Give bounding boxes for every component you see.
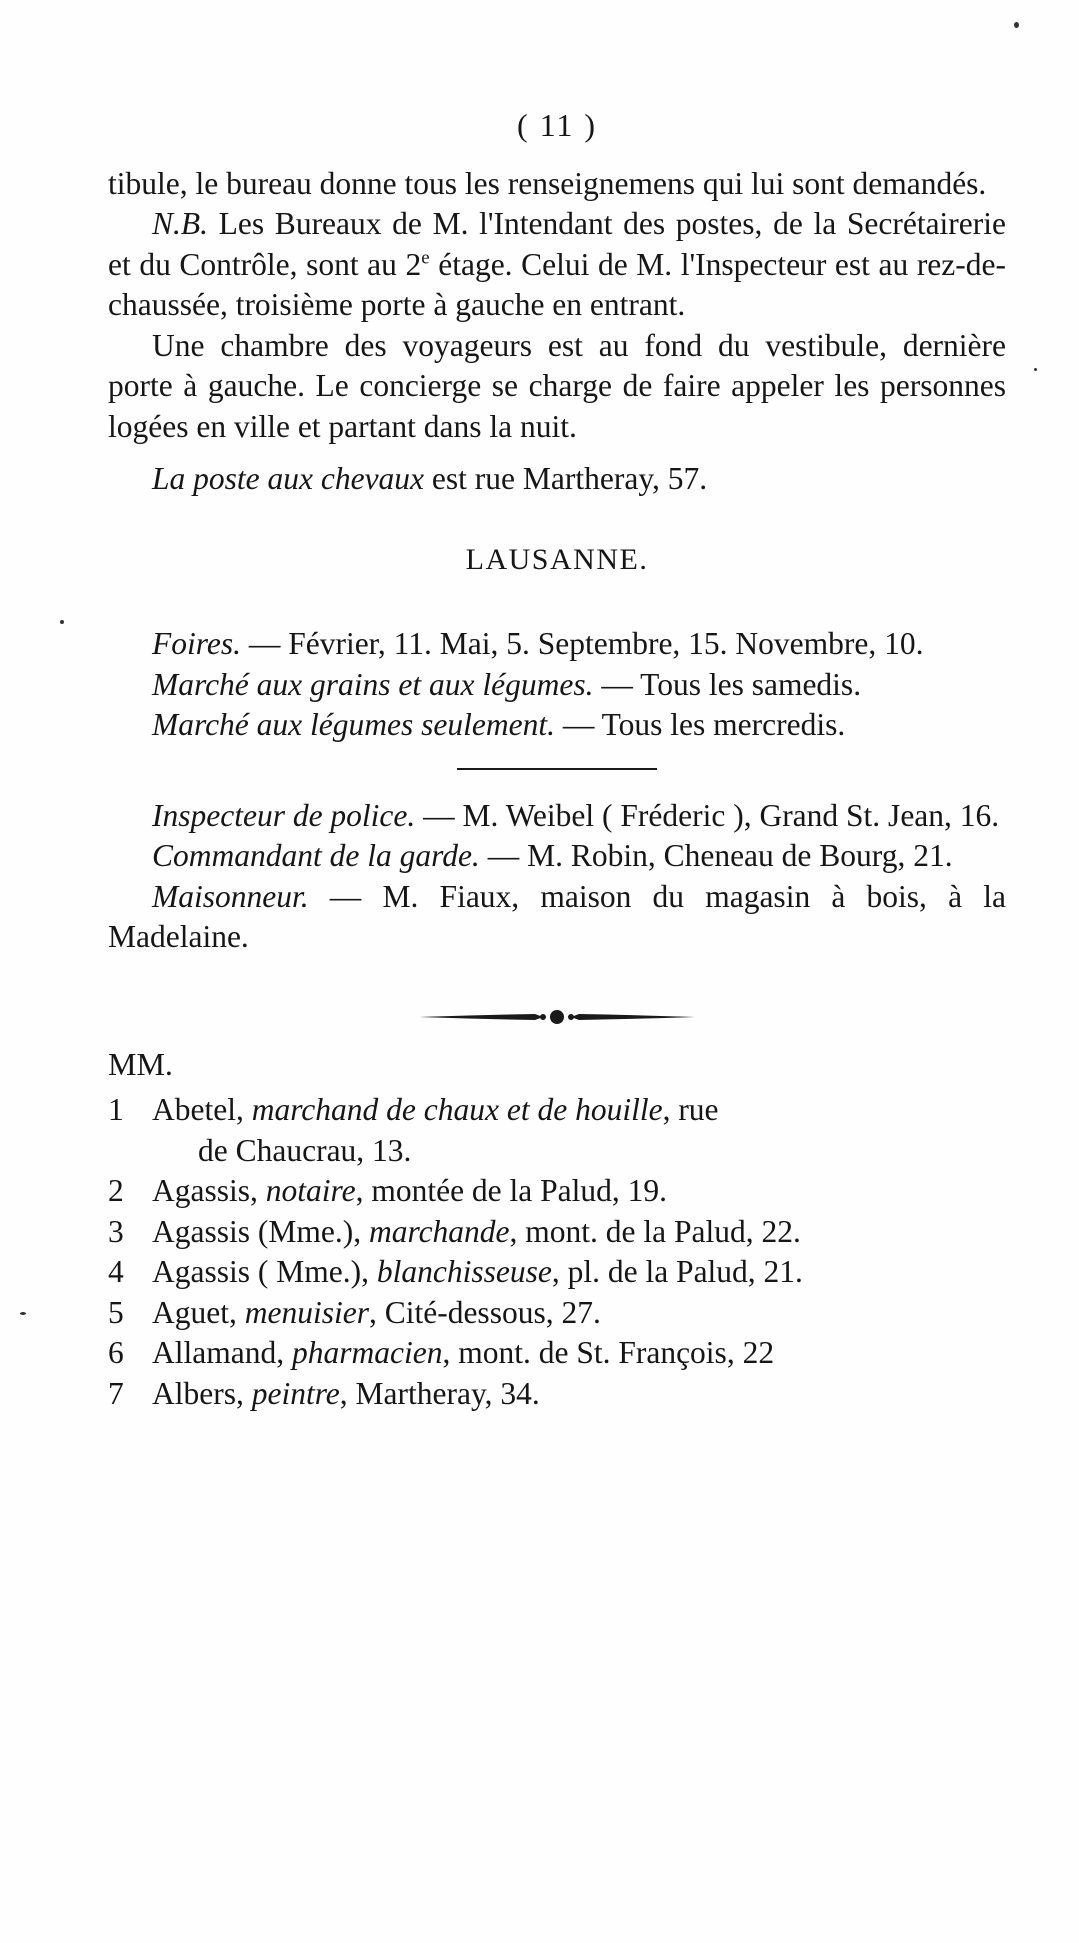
directory-entry (108, 1333, 1006, 1374)
official-entry (108, 796, 1006, 837)
entry-number: 4 (108, 1254, 124, 1289)
entry-number: 6 (108, 1335, 124, 1370)
directory-entry (108, 1212, 1006, 1253)
official-label: Inspecteur de police. (152, 797, 416, 833)
entry-name: Agassis (Mme.), (152, 1213, 369, 1249)
market-text: — Tous les samedis. (593, 666, 862, 702)
market-text: — Tous les mercredis. (554, 707, 846, 742)
page-text (108, 105, 1006, 1414)
entry-name: Aguet, (152, 1294, 245, 1330)
entry-address: , Cité-dessous, 27. (368, 1294, 601, 1330)
official-text: — M. Fiaux, maison du magasin à bois, à la Madelaine. (108, 878, 1006, 954)
entry-trade: pharmacien (291, 1335, 443, 1370)
directory-entry (108, 1374, 1006, 1415)
nb-label: N.B. (152, 206, 209, 241)
paragraph-text: est rue Martheray, 57. (424, 461, 708, 496)
horizontal-rule (457, 768, 657, 770)
entry-name: Agassis, (152, 1173, 266, 1208)
paragraph-nb (108, 204, 1006, 326)
page-number: ( 11 ) (516, 107, 598, 143)
entry-address: , montée de la Palud, 19. (355, 1173, 668, 1208)
entry-number: 5 (108, 1294, 124, 1330)
entry-address: , mont. de St. François, 22 (442, 1335, 775, 1370)
directory-entry (108, 1252, 1006, 1293)
entry-trade: blanchisseuse (376, 1254, 552, 1289)
ink-speck (1014, 22, 1019, 28)
market-entry (108, 624, 1006, 665)
paragraph-text: Les Bureaux de M. l'Intendant des postes, de la Secrétairerie et du Contrôle, sont au 2 (108, 206, 1006, 282)
entry-name: Agassis ( Mme.), (152, 1254, 377, 1289)
entry-address: , rue (662, 1092, 719, 1127)
official-text: — M. Weibel ( Fréderic ), Grand St. Jean, 16. (415, 797, 1000, 833)
directory-heading: MM. (108, 1045, 173, 1082)
paragraph-poste-chevaux (108, 459, 1006, 500)
official-label: Commandant de la garde. (152, 838, 480, 873)
entry-number: 7 (108, 1375, 124, 1411)
market-text: — Février, 11. Mai, 5. Septembre, 15. Novembre, 10. (240, 626, 924, 661)
superscript: e (421, 247, 430, 268)
official-entry (108, 836, 1006, 877)
entry-trade: menuisier (244, 1294, 369, 1330)
market-label: Marché aux grains et aux légumes. (152, 666, 594, 702)
paragraph-text: étage. Celui de M. l'Inspecteur est au rez-de-chaussée, troisième porte à gauche en entrant. (108, 246, 1006, 322)
entry-address: , Martheray, 34. (339, 1375, 540, 1411)
entry-name: Albers, (152, 1375, 252, 1411)
ink-speck (1034, 368, 1037, 371)
italic-label: La poste aux chevaux (152, 461, 425, 496)
entry-trade: notaire (265, 1173, 356, 1208)
official-entry (108, 877, 1006, 958)
entry-number: 1 (108, 1092, 124, 1127)
entry-trade: marchand de chaux et de houille (251, 1092, 663, 1127)
entry-address: , pl. de la Palud, 21. (551, 1254, 803, 1289)
directory-entry (108, 1171, 1006, 1212)
ink-speck (60, 620, 64, 624)
market-label: Marché aux légumes seulement. (152, 707, 555, 742)
paragraph-voyageurs (108, 326, 1006, 448)
entry-trade: peintre (251, 1375, 340, 1411)
entry-address-continued: de Chaucrau, 13. (198, 1132, 412, 1168)
section-title: LAUSANNE. (465, 542, 649, 576)
market-label: Foires. (152, 626, 241, 661)
paragraph-text: tibule, le bureau donne tous les renseignemens qui lui sont demandés. (108, 165, 987, 201)
directory-list (108, 1090, 1006, 1414)
directory-entry (108, 1293, 1006, 1334)
entry-trade: marchande (368, 1213, 510, 1249)
entry-name: Abetel, (152, 1092, 252, 1127)
ink-speck (20, 1312, 26, 1315)
directory-entry (108, 1090, 1006, 1171)
market-entry (108, 665, 1006, 706)
entry-name: Allamand, (152, 1335, 292, 1370)
entry-number: 3 (108, 1213, 124, 1249)
official-text: — M. Robin, Cheneau de Bourg, 21. (479, 838, 953, 873)
official-label: Maisonneur. (152, 878, 309, 914)
paragraph-continuation (108, 164, 1006, 205)
entry-address: , mont. de la Palud, 22. (509, 1213, 801, 1249)
ornament-divider (417, 1008, 697, 1026)
market-entry (108, 705, 1006, 746)
paragraph-text: Une chambre des voyageurs est au fond du vestibule, dernière porte à gauche. Le concierge se charge de faire appeler les personnes logées en ville et partant dans la nuit. (108, 327, 1006, 444)
entry-number: 2 (108, 1173, 124, 1208)
